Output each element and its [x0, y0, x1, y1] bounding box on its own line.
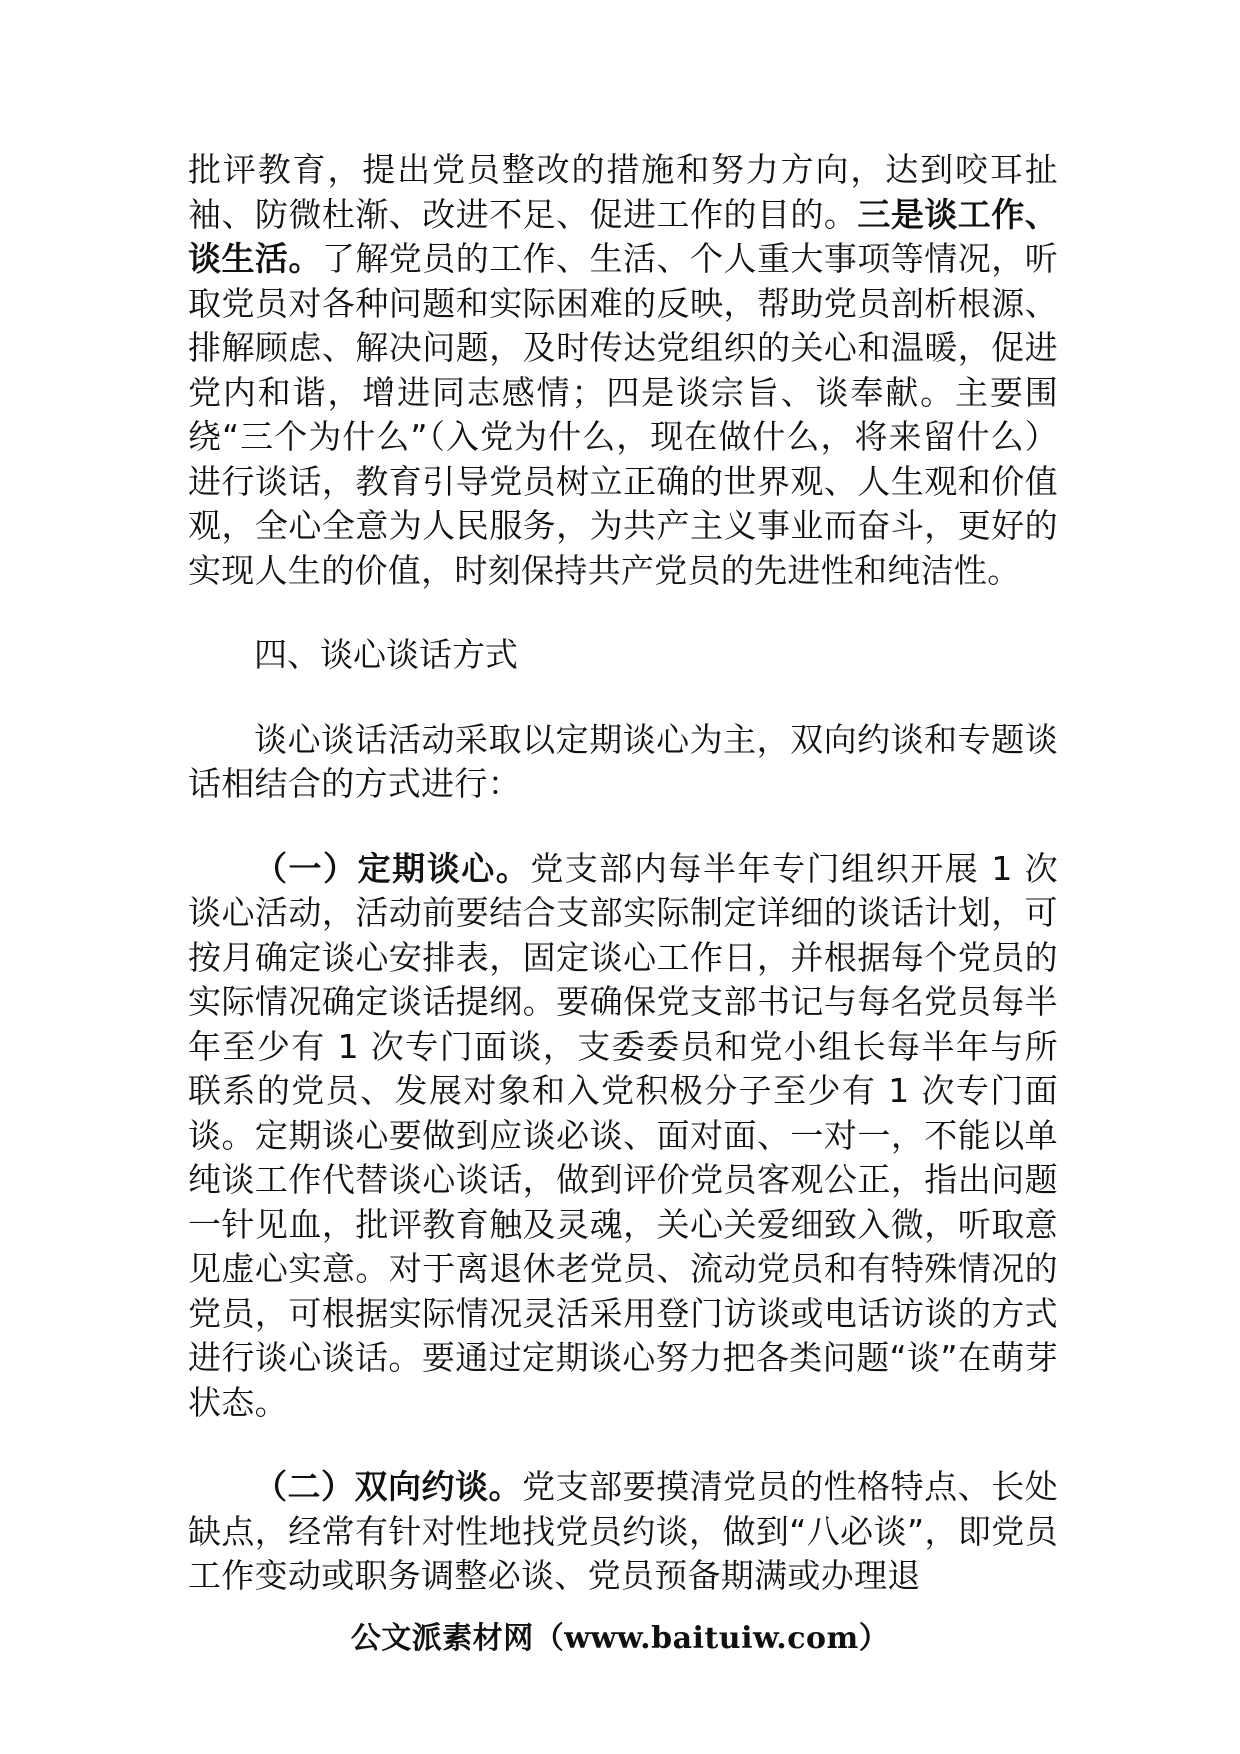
bold-subheading: （二）双向约谈。: [254, 1467, 523, 1506]
paragraph-text: 党支部要摸清党员的性格特点、长处缺点，经常有针对性地找党员约谈，做到“八必谈”，即党员工作变动或职务调整必谈、党员预备期满或办理退: [188, 1467, 1058, 1595]
paragraph-text: 了解党员的工作、生活、个人重大事项等情况，听取党员对各种问题和实际困难的反映，帮助党员剖析根源、排解顾虑、解决问题，及时传达党组织的关心和温暖，促进党内和谐，增进同志感情；四是谈宗旨、谈奉献。主要围绕“三个为什么”（入党为什么，现在做什么，将来留什么）进行谈话，教育引导党员树立正确的世界观、人生观和价值观，全心全意为人民服务，为共产主义事业而奋斗，更好的实现人生的价值，时刻保持共产党员的先进性和纯洁性。: [188, 239, 1058, 590]
paragraph-text: 党支部内每半年专门组织开展 1 次谈心活动，活动前要结合支部实际制定详细的谈话计划，可按月确定谈心安排表，固定谈心工作日，并根据每个党员的实际情况确定谈话提纲。要确保党支部书记与每名党员每半年至少有 1 次专门面谈，支委委员和党小组长每半年与所联系的党员、发展对象和入党积极分子至少有 1 次专门面谈。定期谈心要做到应谈必谈、面对面、一对一，不能以单纯谈工作代替谈心谈话，做到评价党员客观公正，指出问题一针见血，批评教育触及灵魂，关心关爱细致入微，听取意见虚心实意。对于离退休老党员、流动党员和有特殊情况的党员，可根据实际情况灵活采用登门访谈或电话访谈的方式进行谈心谈话。要通过定期谈心努力把各类问题“谈”在萌芽状态。: [188, 848, 1059, 1422]
bold-subheading: （一）定期谈心。: [254, 848, 531, 888]
paragraph-regular-talks: [188, 847, 1058, 1426]
paragraph-methods-intro: 谈心谈话活动采取以定期谈心为主，双向约谈和专题谈话相结合的方式进行：: [188, 719, 1058, 803]
document-body: [188, 148, 1058, 1599]
paragraph-talk-topics: [188, 148, 1058, 593]
paragraph-text: 批评教育，提出党员整改的措施和努力方向，达到咬耳扯袖、防微杜渐、改进不足、促进工作的目的。: [188, 150, 1058, 234]
paragraph-two-way-talks: [188, 1465, 1058, 1599]
bold-lead-phrase: 三是谈工作、谈生活。: [188, 194, 1058, 278]
section-heading: 四、谈心谈话方式: [254, 635, 518, 674]
page-footer: 公文派素材网（www.baituiw.com）: [350, 1621, 890, 1656]
